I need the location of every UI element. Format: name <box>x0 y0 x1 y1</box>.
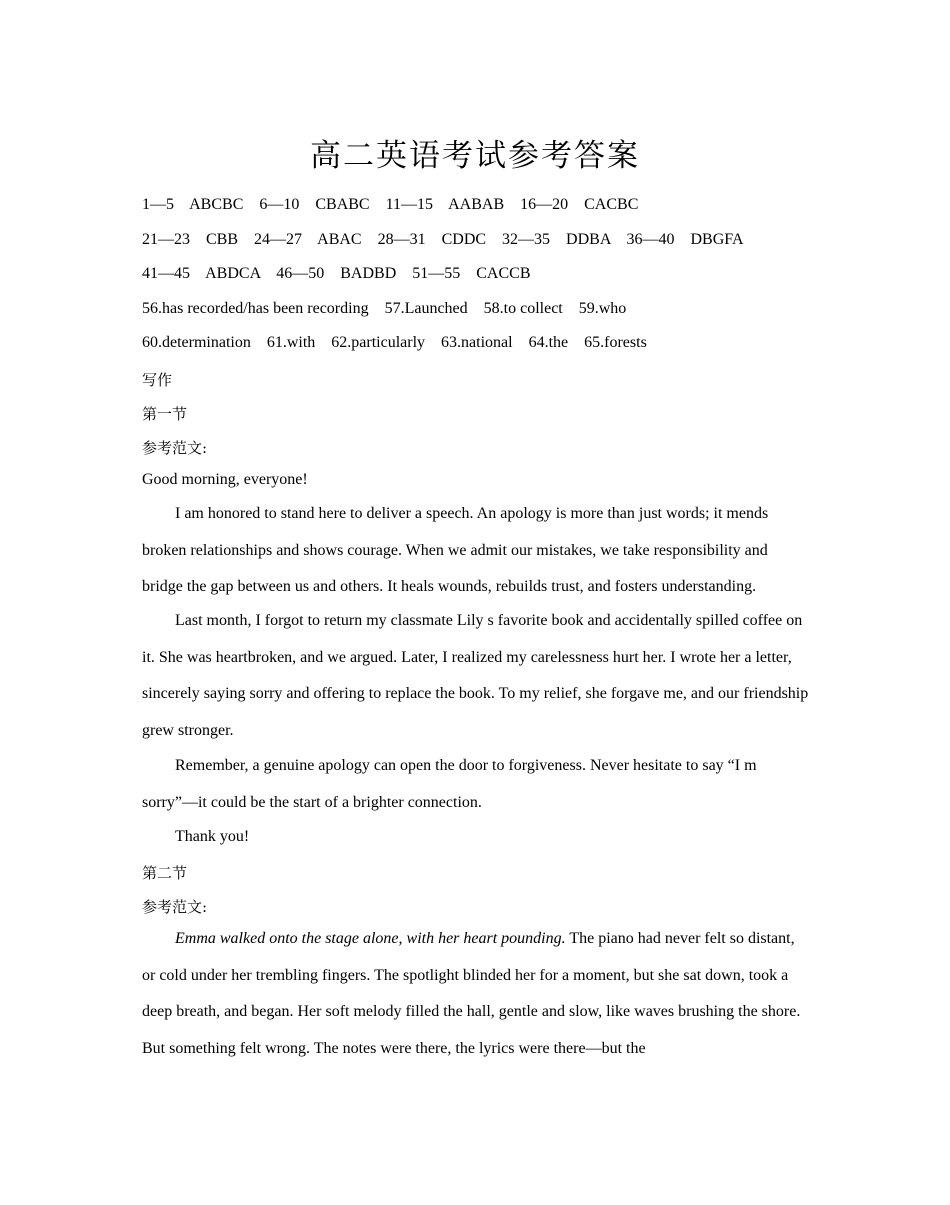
section1-sample-label: 参考范文: <box>142 439 208 457</box>
section1-closing: Thank you! <box>175 828 250 845</box>
answer-line-4: 56.has recorded/has been recording 57.Launched 58.to collect 59.who <box>142 300 627 317</box>
answer-line-1: 1—5 ABCBC 6—10 CBABC 11—15 AABAB 16—20 CACBC <box>142 196 639 213</box>
section2-opening-sentence: Emma walked onto the stage alone, with her heart pounding. <box>175 930 566 947</box>
answer-line-2: 21—23 CBB 24—27 ABAC 28—31 CDDC 32—35 DDBA 36—40 DBGFA <box>142 231 744 248</box>
section2-heading: 第二节 <box>142 864 188 882</box>
page-title: 高二英语考试参考答案 <box>310 138 640 174</box>
section1-heading: 第一节 <box>142 405 188 423</box>
section2-paragraph-1 <box>142 921 810 1068</box>
answer-line-5: 60.determination 61.with 62.particularly 63.national 64.the 65.forests <box>142 334 647 351</box>
section1-greeting: Good morning, everyone! <box>142 471 308 488</box>
section2-sample-label: 参考范文: <box>142 898 208 916</box>
section1-paragraph-2: Last month, I forgot to return my classmate Lily s favorite book and accidentally spilled coffee on it. She was heartbroken, and we argued. Later, I realized my carelessness hurt her. I wrote her a letter, sincerely saying sorry and offering to replace the book. To my relief, she forgave me, and our friendship grew stronger. <box>142 612 809 740</box>
writing-heading: 写作 <box>142 371 173 389</box>
section1-paragraph-3: Remember, a genuine apology can open the door to forgiveness. Never hesitate to say “I m sorry”—it could be the start of a brighter connection. <box>142 757 757 811</box>
section2-paragraph-body: The piano had never felt so distant, or cold under her trembling fingers. The spotlight blinded her for a moment, but she sat down, took a deep breath, and began. Her soft melody filled the hall, gentle and slow, like waves brushing the shore. But something felt wrong. The notes were there, the lyrics were there—but the <box>142 930 801 1058</box>
answer-line-3: 41—45 ABDCA 46—50 BADBD 51—55 CACCB <box>142 265 531 282</box>
section1-paragraph-1: I am honored to stand here to deliver a speech. An apology is more than just words; it mends broken relationships and shows courage. When we admit our mistakes, we take responsibility and bridge the gap between us and others. It heals wounds, rebuilds trust, and fosters understanding. <box>142 505 769 596</box>
